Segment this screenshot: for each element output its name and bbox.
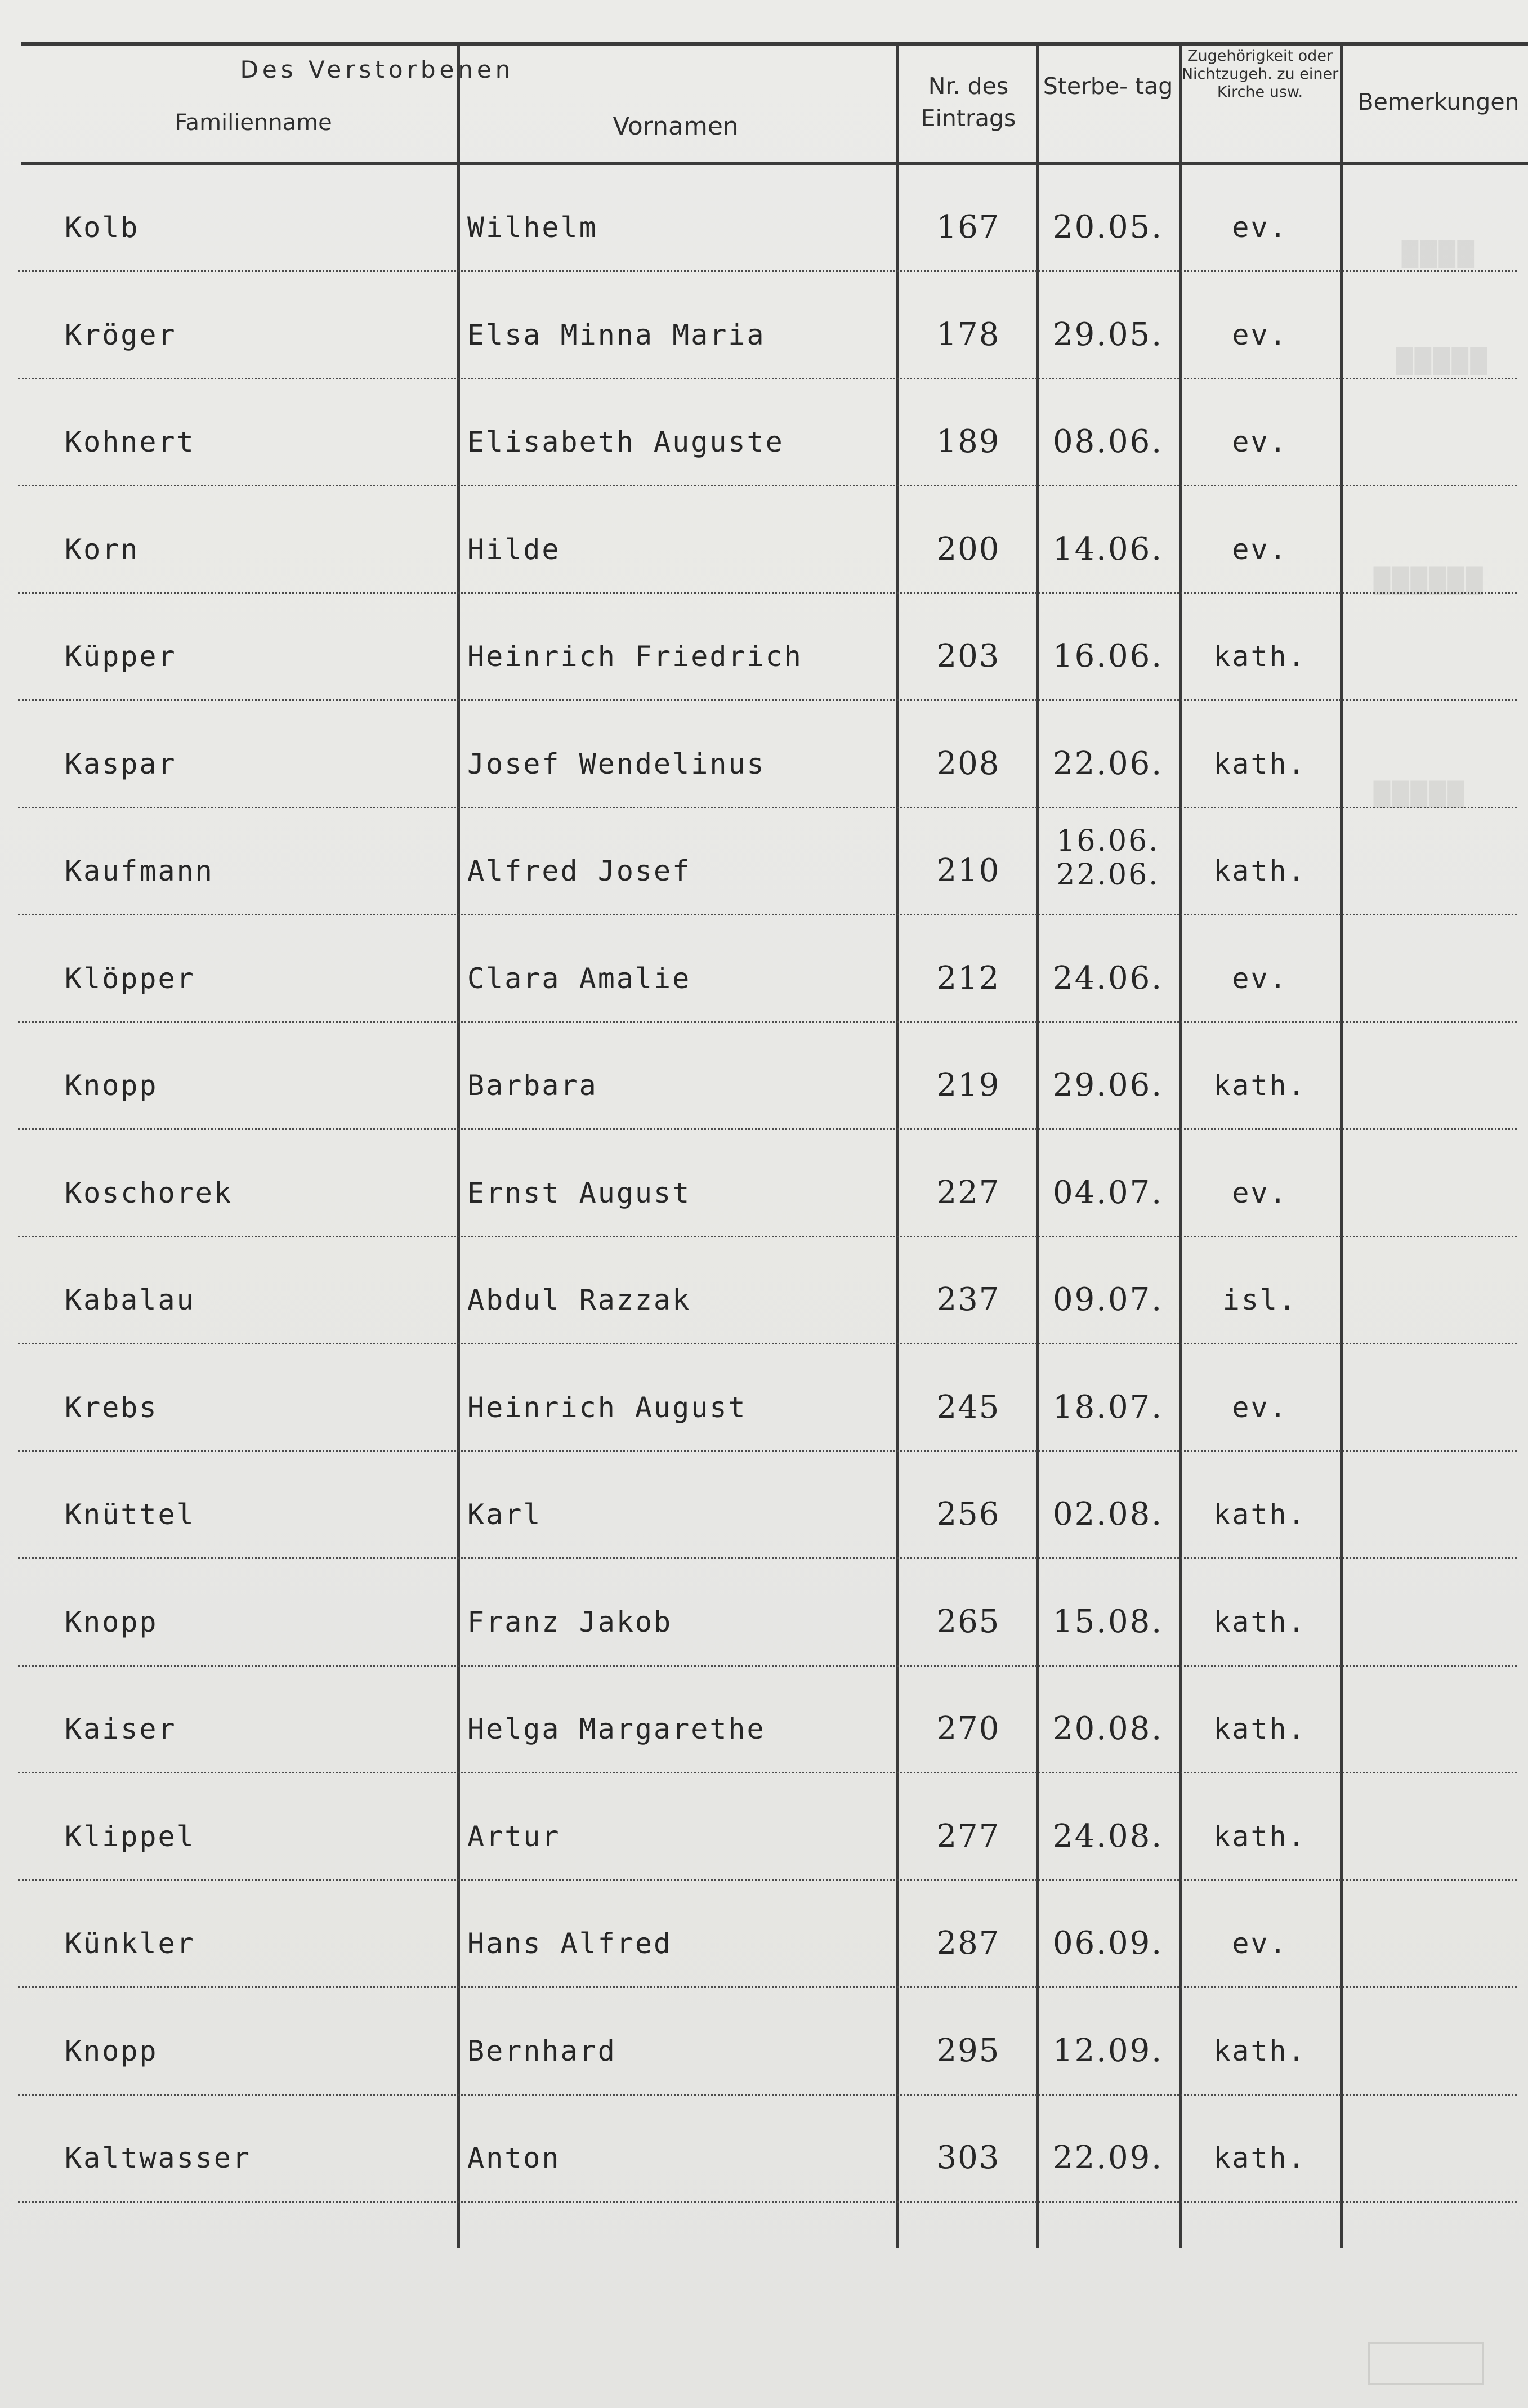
row-separator <box>18 2201 1517 2203</box>
familienname-cell: Korn <box>65 533 140 566</box>
nr-cell: 167 <box>936 209 1000 245</box>
familienname-cell: Kaspar <box>65 747 177 780</box>
vornamen-cell: Barbara <box>467 1069 598 1102</box>
sterbetag-cell: 14.06. <box>1052 530 1164 568</box>
familienname-cell: Küpper <box>65 640 177 673</box>
table-row <box>0 916 1528 1023</box>
bleed-through: ▇▇▇▇▇ <box>1374 777 1467 808</box>
sterbetag-cell: 20.08. <box>1052 1710 1164 1747</box>
nr-cell: 178 <box>936 316 1000 353</box>
sterbetag-cell: 02.08. <box>1052 1496 1164 1533</box>
vornamen-cell: Artur <box>467 1820 561 1853</box>
footer-stamp-box <box>1368 2342 1484 2385</box>
religion-cell: kath. <box>1213 1713 1307 1745</box>
vornamen-cell: Wilhelm <box>467 211 598 244</box>
vornamen-cell: Heinrich Friedrich <box>467 640 803 673</box>
familienname-cell: Knopp <box>65 1605 158 1638</box>
vornamen-cell: Karl <box>467 1498 542 1531</box>
sterbetag-cell: 29.06. <box>1052 1067 1164 1104</box>
religion-cell: kath. <box>1213 640 1307 673</box>
top-rule <box>21 42 1528 46</box>
table-row <box>0 379 1528 486</box>
sterbetag-cell: 09.07. <box>1052 1281 1164 1318</box>
sterbetag-cell: 29.05. <box>1052 316 1164 353</box>
nr-cell: 237 <box>936 1281 1000 1318</box>
nr-cell: 212 <box>936 959 1000 997</box>
table-row <box>0 702 1528 808</box>
bleed-through: ▇▇▇▇▇▇ <box>1374 563 1485 595</box>
sterbetag-cell: 12.09. <box>1052 2032 1164 2069</box>
table-row <box>0 1023 1528 1130</box>
vornamen-cell: Elisabeth Auguste <box>467 426 784 458</box>
religion-cell: ev. <box>1232 533 1288 566</box>
familienname-cell: Kolb <box>65 211 140 244</box>
familienname-cell: Künkler <box>65 1927 195 1960</box>
header-bemerkungen: Bemerkungen <box>1357 88 1520 115</box>
bleed-through: ▇▇▇▇ <box>1402 236 1476 268</box>
table-row <box>0 1989 1528 2096</box>
religion-cell: kath. <box>1213 855 1307 887</box>
vornamen-cell: Franz Jakob <box>467 1605 673 1638</box>
nr-cell: 208 <box>936 745 1000 782</box>
religion-cell: ev. <box>1232 1176 1288 1209</box>
table-row <box>0 487 1528 594</box>
sterbetag-cell <box>1040 824 1176 892</box>
header-familienname: Familienname <box>175 110 332 136</box>
sterbetag-value-second: 22.06. <box>1056 858 1160 892</box>
vornamen-cell: Hilde <box>467 533 561 566</box>
religion-cell: ev. <box>1232 318 1288 351</box>
header-group-title: Des Verstorbenen <box>240 56 515 83</box>
header-nr-des-eintrags: Nr. des Eintrags <box>921 73 1016 132</box>
header-sterbetag: Sterbe- tag <box>1043 73 1173 100</box>
table-row <box>0 2096 1528 2203</box>
religion-cell: kath. <box>1213 2142 1307 2174</box>
vornamen-cell: Helga Margarethe <box>467 1713 766 1745</box>
nr-cell: 210 <box>936 852 1000 889</box>
vornamen-cell: Ernst August <box>467 1176 691 1209</box>
familienname-cell: Knopp <box>65 1069 158 1102</box>
nr-cell: 295 <box>936 2032 1000 2069</box>
religion-cell: kath. <box>1213 2034 1307 2067</box>
nr-cell: 265 <box>936 1603 1000 1640</box>
sterbetag-cell: 22.09. <box>1052 2139 1164 2176</box>
religion-cell: kath. <box>1213 1605 1307 1638</box>
familienname-cell: Kröger <box>65 318 177 351</box>
familienname-cell: Kaltwasser <box>65 2142 252 2174</box>
religion-cell: ev. <box>1232 1391 1288 1424</box>
sterbetag-cell: 24.06. <box>1052 959 1164 997</box>
table-row <box>0 1237 1528 1344</box>
vornamen-cell: Anton <box>467 2142 561 2174</box>
familienname-cell: Krebs <box>65 1391 158 1424</box>
religion-cell: kath. <box>1213 1498 1307 1531</box>
familienname-cell: Kaufmann <box>65 855 214 887</box>
sterbetag-cell: 24.08. <box>1052 1817 1164 1855</box>
nr-cell: 203 <box>936 638 1000 674</box>
sterbetag-cell: 15.08. <box>1052 1603 1164 1640</box>
table-row <box>0 1452 1528 1559</box>
table-row <box>0 165 1528 272</box>
nr-cell: 227 <box>936 1174 1000 1211</box>
nr-cell: 277 <box>936 1817 1000 1855</box>
religion-cell: kath. <box>1213 747 1307 780</box>
vornamen-cell: Elsa Minna Maria <box>467 318 766 351</box>
religion-cell: isl. <box>1222 1284 1298 1316</box>
table-row <box>0 1881 1528 1988</box>
nr-cell: 200 <box>936 530 1000 568</box>
bleed-through: ▇▇▇▇▇ <box>1396 343 1489 375</box>
sterbetag-value: 16.06. <box>1056 824 1160 858</box>
nr-cell: 256 <box>936 1496 1000 1533</box>
nr-cell: 219 <box>936 1067 1000 1104</box>
sterbetag-cell: 06.09. <box>1052 1925 1164 1962</box>
table-row <box>0 1774 1528 1881</box>
vornamen-cell: Bernhard <box>467 2034 616 2067</box>
table-row <box>0 594 1528 701</box>
familienname-cell: Kaiser <box>65 1713 177 1745</box>
vornamen-cell: Hans Alfred <box>467 1927 673 1960</box>
familienname-cell: Klippel <box>65 1820 195 1853</box>
religion-cell: kath. <box>1213 1069 1307 1102</box>
table-row <box>0 1560 1528 1667</box>
vornamen-cell: Josef Wendelinus <box>467 747 766 780</box>
nr-cell: 303 <box>936 2139 1000 2176</box>
religion-cell: ev. <box>1232 426 1288 458</box>
nr-cell: 287 <box>936 1925 1000 1962</box>
vornamen-cell: Clara Amalie <box>467 962 691 995</box>
header-religion: Zugehörigkeit oder Nichtzugeh. zu einer Kirche usw. <box>1181 47 1339 101</box>
sterbetag-cell: 08.06. <box>1052 423 1164 460</box>
familienname-cell: Knopp <box>65 2034 158 2067</box>
table-row <box>0 1345 1528 1452</box>
vornamen-cell: Heinrich August <box>467 1391 747 1424</box>
familienname-cell: Kabalau <box>65 1284 195 1316</box>
table-row <box>0 808 1528 915</box>
familienname-cell: Kohnert <box>65 426 195 458</box>
sterbetag-cell: 20.05. <box>1052 209 1164 245</box>
sterbetag-cell: 04.07. <box>1052 1174 1164 1211</box>
nr-cell: 270 <box>936 1710 1000 1747</box>
table-row <box>0 1131 1528 1237</box>
nr-cell: 245 <box>936 1388 1000 1426</box>
religion-cell: ev. <box>1232 211 1288 244</box>
vornamen-cell: Alfred Josef <box>467 855 691 887</box>
vornamen-cell: Abdul Razzak <box>467 1284 691 1316</box>
sterbetag-cell: 16.06. <box>1052 638 1164 674</box>
religion-cell: kath. <box>1213 1820 1307 1853</box>
header-vornamen: Vornamen <box>613 112 739 141</box>
familienname-cell: Klöpper <box>65 962 195 995</box>
familienname-cell: Koschorek <box>65 1176 233 1209</box>
familienname-cell: Knüttel <box>65 1498 195 1531</box>
religion-cell: ev. <box>1232 962 1288 995</box>
sterbetag-cell: 22.06. <box>1052 745 1164 782</box>
nr-cell: 189 <box>936 423 1000 460</box>
religion-cell: ev. <box>1232 1927 1288 1960</box>
table-row <box>0 272 1528 379</box>
table-row <box>0 1667 1528 1773</box>
sterbetag-cell: 18.07. <box>1052 1388 1164 1426</box>
